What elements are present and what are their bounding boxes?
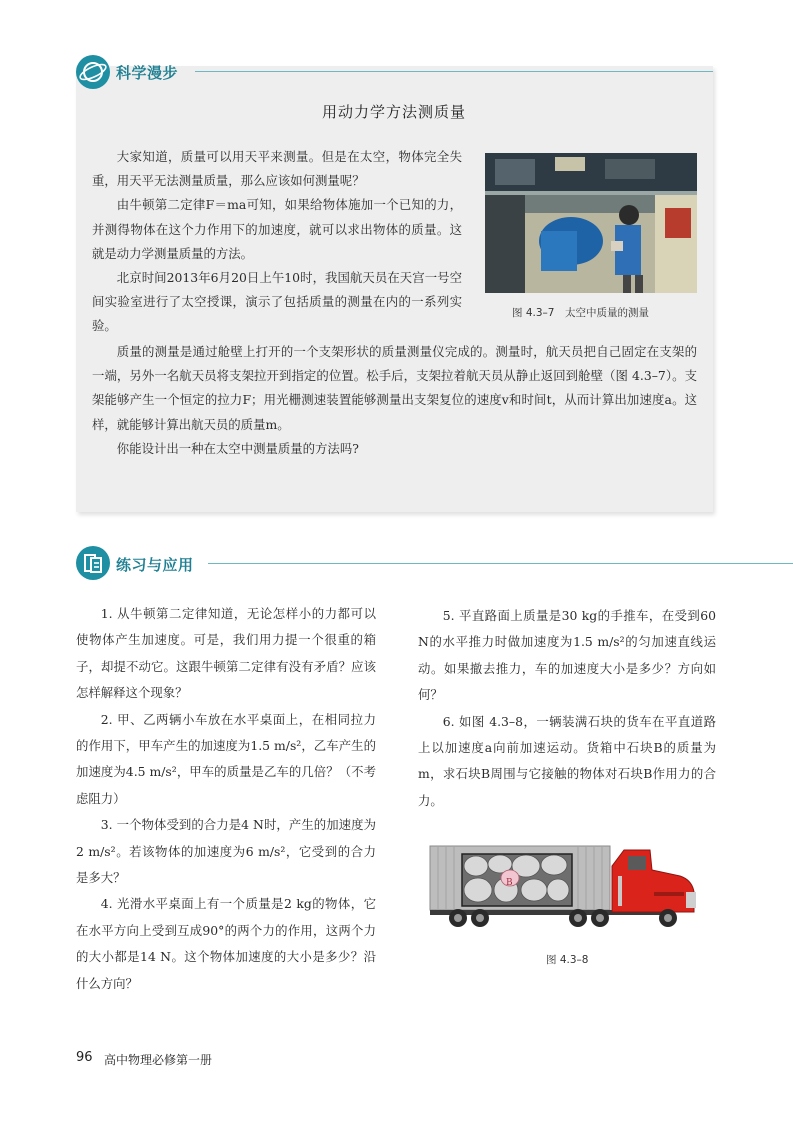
section-divider bbox=[195, 71, 713, 72]
truck-figure bbox=[428, 840, 718, 930]
astronaut-photo bbox=[485, 153, 697, 293]
exercise-item: 2. 甲、乙两辆小车放在水平桌面上，在相同拉力的作用下，甲车产生的加速度为1.5 m/s²，乙车产生的加速度为4.5 m/s²，甲车的质量是乙车的几倍？（不考虑阻力） bbox=[76, 711, 376, 806]
figure-caption: 图 4.3–8 bbox=[546, 954, 589, 966]
exercise-item: 3. 一个物体受到的合力是4 N时，产生的加速度为2 m/s²。若该物体的加速度为6 m/s²，它受到的合力是多大？ bbox=[76, 817, 376, 886]
exercise-item: 4. 光滑水平桌面上有一个质量是2 kg的物体，它在水平方向上受到互成90°的两个力的作用，这两个力的大小都是14 N。这个物体加速度的大小是多少？沿什么方向？ bbox=[76, 896, 376, 991]
stone-b-label: B bbox=[506, 878, 513, 888]
book-title: 高中物理必修第一册 bbox=[104, 1053, 213, 1067]
exercise-item: 5. 平直路面上质量是30 kg的手推车，在受到60 N的水平推力时做加速度为1.5 m/s²的匀加速直线运动。如果撤去推力，车的加速度大小是多少？方向如何？ bbox=[418, 608, 716, 703]
figure-caption: 图 4.3–7 太空中质量的测量 bbox=[512, 307, 649, 319]
reading-paragraph: 质量的测量是通过舱壁上打开的一个支架形状的质量测量仪完成的。测量时，航天员把自己固定在支架的一端，另外一名航天员将支架拉开到指定的位置。松手后，支架拉着航天员从静止返回到舱壁（图 4.3–7）。支架能够产生一个恒定的拉力F；用光栅测速装置能够测量出支架复位的速度v和时间t，从而计算出加速度a。这样，就能够计算出航天员的质量m。 bbox=[92, 344, 697, 432]
exercise-item: 6. 如图 4.3–8，一辆装满石块的货车在平直道路上以加速度a向前加速运动。货箱中石块B的质量为m，求石块B周围与它接触的物体对石块B作用力的合力。 bbox=[418, 713, 716, 808]
reading-paragraph: 北京时间2013年6月20日上午10时，我国航天员在天宫一号空间实验室进行了太空授课，演示了包括质量的测量在内的一系列实验。 bbox=[92, 270, 462, 334]
reading-paragraph: 大家知道，质量可以用天平来测量。但是在太空，物体完全失重，用天平无法测量质量，那么应该如何测量呢？ bbox=[92, 149, 462, 189]
exercise-column-left bbox=[76, 601, 376, 997]
page-number: 96 bbox=[76, 1050, 93, 1065]
reading-text-upper bbox=[92, 145, 462, 339]
reading-text-lower bbox=[92, 340, 697, 461]
section-divider bbox=[208, 563, 793, 564]
exercise-icon bbox=[76, 546, 110, 580]
exercises-label: 练习与应用 bbox=[116, 556, 194, 574]
reading-paragraph: 你能设计出一种在太空中测量质量的方法吗? bbox=[116, 440, 359, 456]
globe-icon bbox=[76, 55, 110, 89]
reading-title: 用动力学方法测质量 bbox=[322, 103, 467, 121]
exercise-column-right bbox=[418, 603, 716, 814]
science-reading-label: 科学漫步 bbox=[116, 64, 179, 82]
reading-paragraph: 由牛顿第二定律F＝ma可知，如果给物体施加一个已知的力，并测得物体在这个力作用下的加速度，就可以求出物体的质量。这就是动力学测量质量的方法。 bbox=[92, 197, 462, 261]
exercise-item: 1. 从牛顿第二定律知道，无论怎样小的力都可以使物体产生加速度。可是，我们用力提一个很重的箱子，却提不动它。这跟牛顿第二定律有没有矛盾？应该怎样解释这个现象？ bbox=[76, 606, 376, 701]
